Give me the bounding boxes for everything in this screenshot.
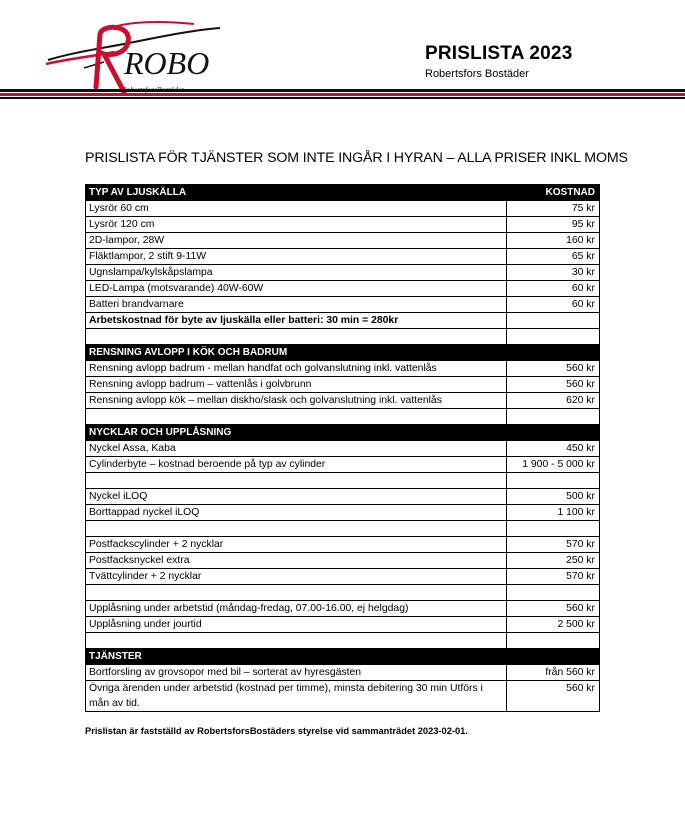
price-value [507,585,600,601]
price-value [507,473,600,489]
section-header-row [86,649,600,665]
price-value [507,313,600,329]
service-label: Batteri brandvarnare [86,297,507,313]
price-value: 60 kr [507,281,600,297]
price-table [85,184,600,712]
service-label: 2D-lampor, 28W [86,233,507,249]
table-row [86,249,600,265]
price-value: 60 kr [507,297,600,313]
table-row [86,393,600,409]
price-value [507,521,600,537]
price-value: 560 kr [507,361,600,377]
logo-graphic [44,12,224,100]
table-row [86,281,600,297]
logo-wordmark: ROBO [124,45,210,81]
price-value: från 560 kr [507,665,600,681]
section-cost-header: KOSTNAD [507,185,600,201]
section-title: NYCKLAR OCH UPPLÅSNING [86,425,507,441]
service-label [86,473,507,489]
section-title: TJÄNSTER [86,649,507,665]
table-row [86,409,600,425]
section-cost-header [507,425,600,441]
section-title: RENSNING AVLOPP I KÖK OCH BADRUM [86,345,507,361]
price-value: 570 kr [507,569,600,585]
service-label: Upplåsning under jourtid [86,617,507,633]
table-row [86,233,600,249]
table-row [86,473,600,489]
table-row [86,313,600,329]
table-row [86,665,600,681]
price-value: 500 kr [507,489,600,505]
table-row [86,681,600,712]
table-row [86,505,600,521]
price-value: 560 kr [507,377,600,393]
footer-note: Prislistan är fastställd av RobertsforsBostäders styrelse vid sammanträdet 2023-02-01. [85,726,468,736]
table-row [86,297,600,313]
table-row [86,585,600,601]
service-label: Rensning avlopp badrum – vattenlås i golvbrunn [86,377,507,393]
header-divider [0,97,685,99]
service-label: Cylinderbyte – kostnad beroende på typ av cylinder [86,457,507,473]
header-divider-red [0,93,685,96]
table-row [86,457,600,473]
service-label: Upplåsning under arbetstid (måndag-fredag, 07.00-16.00, ej helgdag) [86,601,507,617]
price-value: 620 kr [507,393,600,409]
table-row [86,265,600,281]
price-value [507,329,600,345]
table-row [86,521,600,537]
table-row [86,633,600,649]
table-row [86,217,600,233]
document-title: PRISLISTA 2023 [425,43,573,64]
document-subtitle: Robertsfors Bostäder [425,68,529,80]
service-label: Borttappad nyckel iLOQ [86,505,507,521]
service-label [86,329,507,345]
service-label: Nyckel iLOQ [86,489,507,505]
table-row [86,569,600,585]
service-label [86,633,507,649]
service-label: Rensning avlopp kök – mellan diskho/slask och golvanslutning inkl. vattenlås [86,393,507,409]
table-row [86,441,600,457]
price-value: 65 kr [507,249,600,265]
table-row [86,377,600,393]
price-value: 95 kr [507,217,600,233]
service-label: Lysrör 60 cm [86,201,507,217]
price-value [507,633,600,649]
section-cost-header [507,649,600,665]
table-row [86,601,600,617]
table-row [86,537,600,553]
service-label: Rensning avlopp badrum - mellan handfat och golvanslutning inkl. vattenlås [86,361,507,377]
table-row [86,201,600,217]
service-label [86,585,507,601]
service-label: Övriga ärenden under arbetstid (kostnad per timme), minsta debitering 30 min Utförs i mån av tid. [86,681,507,712]
table-row [86,617,600,633]
robo-logo [44,12,224,100]
service-label: Tvättcylinder + 2 nycklar [86,569,507,585]
price-value: 1 100 kr [507,505,600,521]
service-label: Ugnslampa/kylskåpslampa [86,265,507,281]
price-value: 75 kr [507,201,600,217]
price-value: 250 kr [507,553,600,569]
table-row [86,361,600,377]
service-label: Postfacksnyckel extra [86,553,507,569]
section-header-row [86,345,600,361]
section-header-row [86,425,600,441]
price-value: 450 kr [507,441,600,457]
price-value: 160 kr [507,233,600,249]
table-row [86,489,600,505]
service-label: Arbetskostnad för byte av ljuskälla eller batteri: 30 min = 280kr [86,313,507,329]
service-label: Postfackscylinder + 2 nycklar [86,537,507,553]
price-value: 1 900 - 5 000 kr [507,457,600,473]
price-value: 560 kr [507,601,600,617]
section-header-row [86,185,600,201]
table-row [86,553,600,569]
price-list-heading: PRISLISTA FÖR TJÄNSTER SOM INTE INGÅR I HYRAN – ALLA PRISER INKL MOMS [85,150,628,166]
table-row [86,329,600,345]
price-value [507,409,600,425]
service-label: Nyckel Assa, Kaba [86,441,507,457]
service-label [86,521,507,537]
section-title: TYP AV LJUSKÄLLA [86,185,507,201]
service-label: LED-Lampa (motsvarande) 40W-60W [86,281,507,297]
service-label: Lysrör 120 cm [86,217,507,233]
section-cost-header [507,345,600,361]
price-value: 30 kr [507,265,600,281]
service-label: Bortforsling av grovsopor med bil – sorterat av hyresgästen [86,665,507,681]
price-value: 2 500 kr [507,617,600,633]
service-label [86,409,507,425]
price-value: 570 kr [507,537,600,553]
header-divider [0,89,685,92]
service-label: Fläktlampor, 2 stift 9-11W [86,249,507,265]
price-value: 560 kr [507,681,600,712]
